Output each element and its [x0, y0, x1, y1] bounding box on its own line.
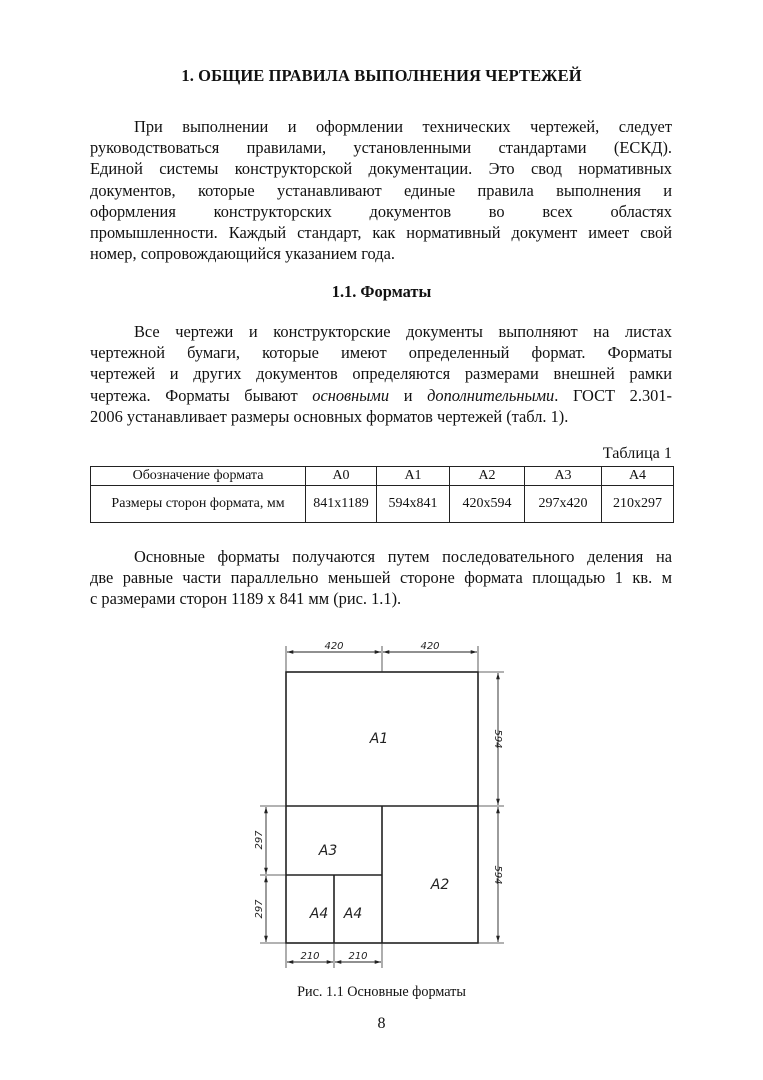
table-row [91, 486, 674, 523]
formats-line: Все чертежи и конструкторские документы выполняют на листах [134, 322, 672, 341]
formats-line: чертежей и других документов определяются размерами внешней рамки [90, 364, 672, 384]
table-header-cell: A4 [602, 467, 674, 486]
section-title: 1.1. Форматы [331, 282, 432, 301]
formats-paragraph [90, 321, 672, 427]
label-a4-right: A4 [343, 906, 363, 922]
intro-paragraph [90, 116, 672, 264]
table-cell: 594x841 [377, 486, 450, 523]
table-cell: 841x1189 [306, 486, 377, 523]
sheet-labels [309, 731, 450, 922]
intro-line: номер, сопровождающийся указанием года. [90, 244, 395, 264]
table-header-row [91, 467, 674, 486]
division-line: с размерами сторон 1189 х 841 мм (рис. 1.1). [90, 589, 402, 609]
chapter-heading: 1. ОБЩИЕ ПРАВИЛА ВЫПОЛНЕНИЯ ЧЕРТЕЖЕЙ [181, 66, 582, 85]
formats-figure [240, 632, 520, 978]
formats-line-text: и [389, 385, 428, 405]
intro-line: При выполнении и оформлении технических чертежей, следует [134, 117, 672, 136]
figure-caption: Рис. 1.1 Основные форматы [297, 984, 466, 1000]
intro-line: промышленности. Каждый стандарт, как нормативный документ имеет свой [90, 223, 672, 243]
dimension-labels [254, 641, 503, 962]
intro-line: Единой системы конструкторской документации. Это свод нормативных [90, 159, 672, 179]
formats-line [90, 385, 672, 406]
label-a2: A2 [430, 877, 450, 893]
table-cell: 297x420 [525, 486, 602, 523]
dim-top-right: 420 [420, 641, 440, 652]
intro-line: руководствоваться правилами, установленными стандартами (ЕСКД). [90, 138, 672, 158]
table-cell: 210x297 [602, 486, 674, 523]
dim-bottom-right: 210 [348, 951, 368, 962]
dim-bottom-left: 210 [300, 951, 320, 962]
formats-line-text: . ГОСТ 2.301- [554, 385, 672, 405]
table-cell: 420x594 [450, 486, 525, 523]
intro-line: оформления конструкторских документов во всех областях [90, 201, 672, 221]
dim-left-upper: 297 [254, 830, 265, 850]
table-header-cell: A1 [377, 467, 450, 486]
formats-line-text: чертежа. Форматы бывают [90, 385, 313, 405]
table-header-cell: A3 [525, 467, 602, 486]
label-a3: A3 [318, 843, 338, 859]
dim-right-upper: 594 [492, 729, 503, 749]
dim-top-left: 420 [324, 641, 344, 652]
table-header-cell: A0 [306, 467, 377, 486]
dim-left-lower: 297 [254, 899, 265, 919]
table-header-cell: A2 [450, 467, 525, 486]
emphasis-additional: дополнительными [427, 385, 555, 405]
label-a4-left: A4 [309, 906, 329, 922]
formats-line: 2006 устанавливает размеры основных форматов чертежей (табл. 1). [90, 406, 569, 426]
sheet-outlines [286, 672, 478, 943]
formats-line: чертежной бумаги, которые имеют определенный формат. Форматы [90, 343, 672, 363]
dim-right-lower: 594 [492, 865, 503, 885]
label-a1: A1 [369, 731, 389, 747]
formats-table [90, 466, 674, 523]
division-line: Основные форматы получаются путем последовательного деления на [134, 547, 672, 566]
table-cell: Размеры сторон формата, мм [91, 486, 306, 523]
division-paragraph [90, 546, 672, 610]
intro-line: документов, которые устанавливают единые правила выполнения и [90, 180, 672, 200]
emphasis-basic: основными [312, 385, 390, 405]
table-caption: Таблица 1 [602, 444, 672, 462]
division-line: две равные части параллельно меньшей стороне формата площадью 1 кв. м [90, 568, 672, 588]
page-number: 8 [377, 1015, 386, 1032]
formats-drawing [240, 632, 520, 978]
table-header-cell: Обозначение формата [91, 467, 306, 486]
